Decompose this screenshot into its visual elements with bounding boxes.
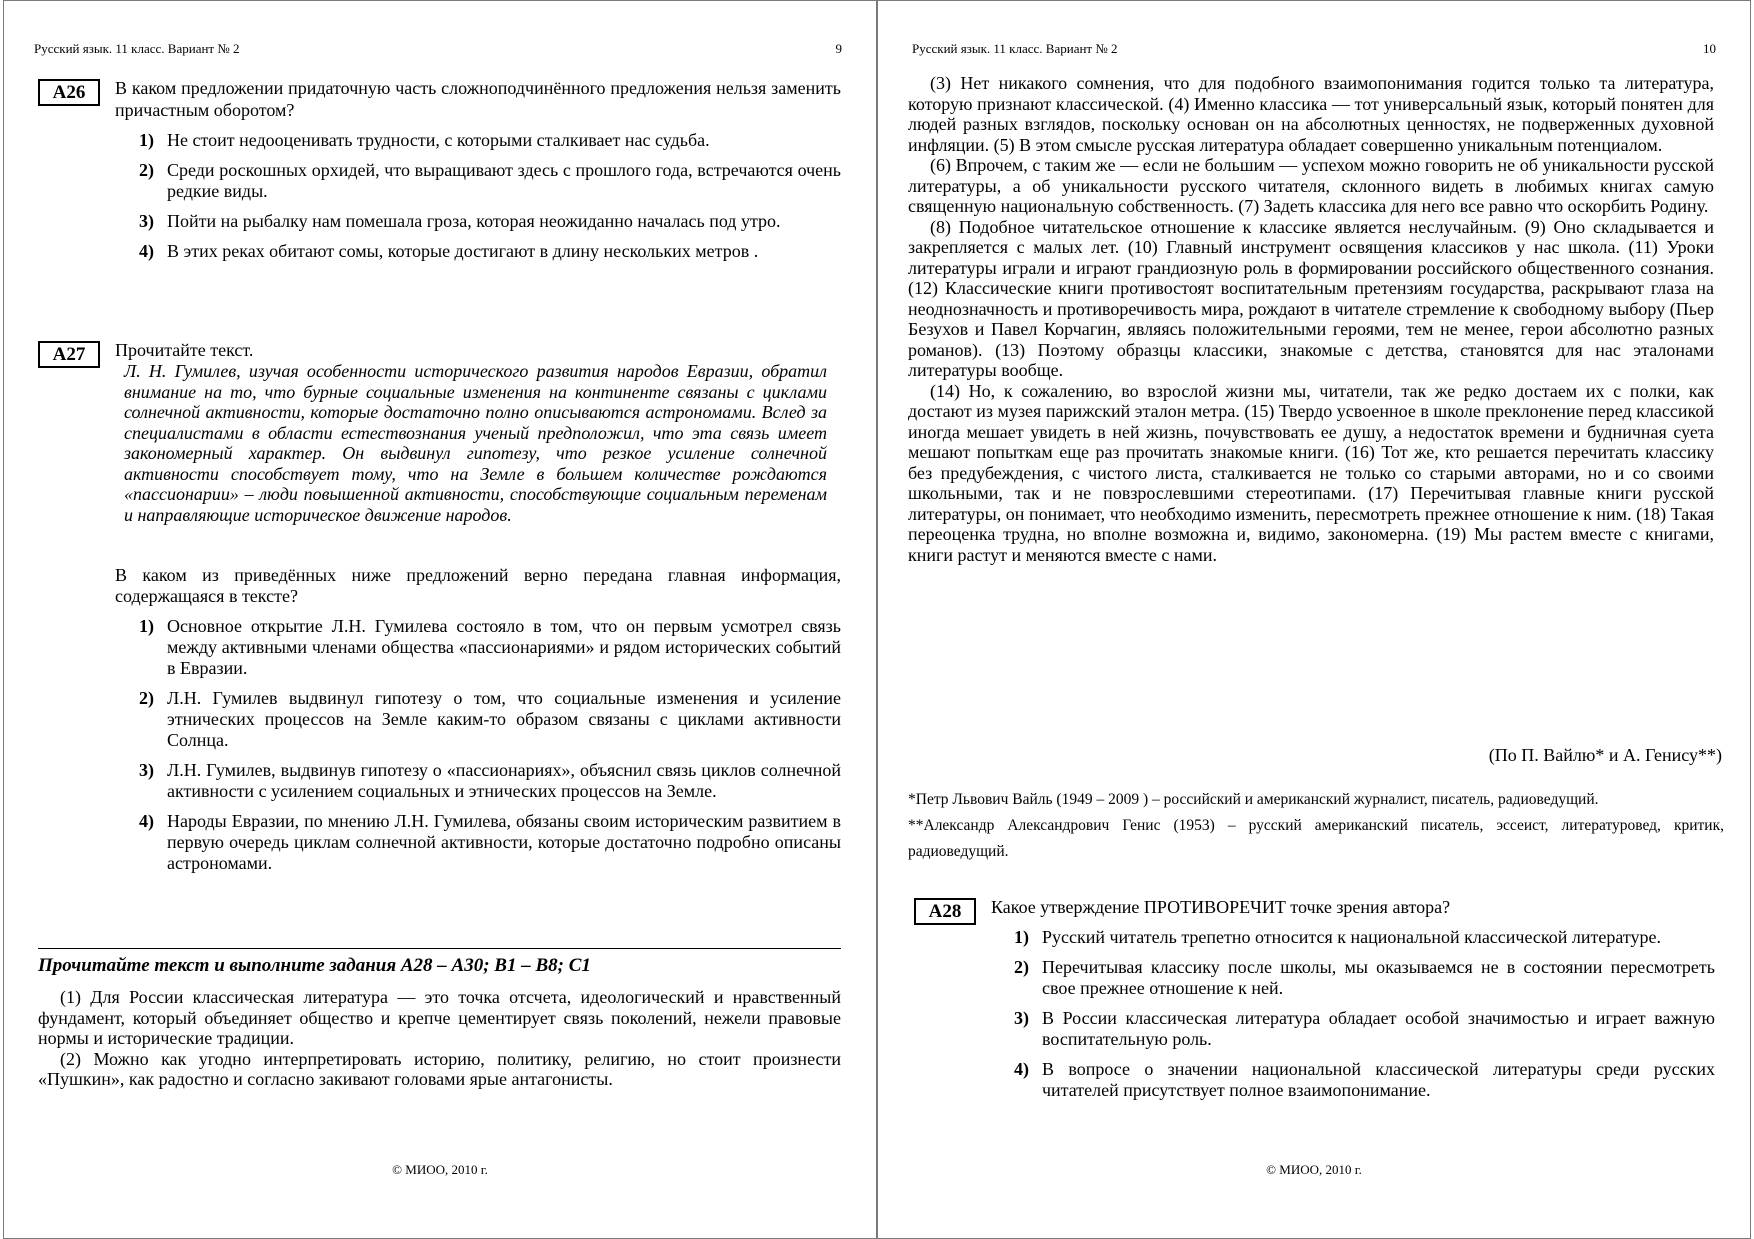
paragraph: (1) Для России классическая литература — это точка отсчета, идеологический и нравственный фундамент, который объединяет общество и крепче цементирует связь поколений, нежели правовые нормы и исторические традиции. xyxy=(38,987,841,1048)
option-number: 2) xyxy=(139,160,154,180)
option-number: 3) xyxy=(139,211,154,231)
option-number: 4) xyxy=(139,241,154,261)
answer-option xyxy=(115,616,841,679)
answer-option xyxy=(990,1008,1715,1050)
answer-options xyxy=(115,130,841,262)
option-text: Не стоит недооценивать трудности, с которыми сталкивает нас судьба. xyxy=(167,130,710,150)
option-number: 4) xyxy=(139,811,154,831)
text-paragraphs xyxy=(908,73,1714,565)
task-question: В каком из приведённых ниже предложений верно передана главная информация, содержащаяся в тексте? xyxy=(115,565,841,606)
option-text: Основное открытие Л.Н. Гумилева состояло в том, что он первым усмотрел связь между активными членами общества «пассионариями» и рядом исторических событий в Евразии. xyxy=(167,616,841,678)
footnote: **Александр Александрович Генис (1953) – русский американский писатель, эссеист, литературовед, критик, радиоведущий. xyxy=(908,817,1724,860)
answer-option xyxy=(115,130,841,151)
task-label: А26 xyxy=(38,79,100,106)
answer-option xyxy=(115,160,841,202)
paragraph: (14) Но, к сожалению, во взрослой жизни мы, читатели, так же редко достаем их с полки, как достают из музея парижский эталон метра. (15) Твердо усвоенное в школе преклонение перед классикой иногда мешает увидеть в ней жизнь, почувствовать ее душу, а недостаток времени и будничная суета мешают попыткам еще раз прочитать знакомые книги. (16) Тот же, кто решается перечитать классику без предубеждения, с чистого листа, сталкивается не только со старыми авторами, но и со своими школьными, так и не повзрослевшими стереотипами. (17) Перечитывая главные книги русской литературы, он понимает, что необходимо изменить, пересмотреть прежнее отношение к ним. (18) Такая переоценка трудна, но вполне возможна и, видимо, закономерна. (19) Мы растем вместе с книгами, книги растут и меняются вместе с нами. xyxy=(908,380,1714,565)
option-text: Л.Н. Гумилев, выдвинув гипотезу о «пассионариях», объяснил связь циклов солнечной активности с усилением социальных и этнических процессов на Земле. xyxy=(167,760,841,801)
left-page xyxy=(3,0,877,1239)
option-number: 3) xyxy=(1014,1008,1029,1028)
task-instruction: Прочитайте текст. xyxy=(115,340,254,360)
task-question: Какое утверждение ПРОТИВОРЕЧИТ точке зрения автора? xyxy=(991,897,1451,917)
footnotes xyxy=(908,787,1724,865)
page-footer: © МИОО, 2010 г. xyxy=(392,1162,488,1177)
option-text: В этих реках обитают сомы, которые достигают в длину нескольких метров . xyxy=(167,241,759,261)
right-page xyxy=(877,0,1751,1239)
option-text: В вопросе о значении национальной классической литературы среди русских читателей присутствует полное взаимопонимание. xyxy=(1042,1059,1715,1100)
reading-passage: Л. Н. Гумилев, изучая особенности исторического развития народов Евразии, обратил внимание на то, что бурные социальные изменения на континенте связаны с циклами солнечной активности, которые достаточно полно описываются астрономами. Вслед за специалистами в области естествознания ученый предположил, что эта связь имеет закономерный характер. Он выдвинул гипотезу, что резкое усиление солнечной активности способствует тому, что на Земле в большем количестве рождаются «пассионарии» – люди повышенной активности, способствующие социальным переменам и направляющие историческое движение народов. xyxy=(124,361,827,525)
text-paragraphs xyxy=(38,987,841,1090)
page-number: 9 xyxy=(835,41,842,56)
answer-option xyxy=(115,760,841,802)
option-number: 1) xyxy=(139,616,154,636)
option-number: 4) xyxy=(1014,1059,1029,1079)
task-label: А27 xyxy=(38,341,100,368)
paragraph: (6) Впрочем, с таким же — если не большим — успехом можно говорить не об уникальности русской литературы, а об уникальности русского читателя, склонного видеть в любимых книгах самую священную национальную собственность. (7) Задеть классика для него все равно что оскорбить Родину. xyxy=(908,155,1714,216)
page-header-title: Русский язык. 11 класс. Вариант № 2 xyxy=(34,41,240,56)
section-title: Прочитайте текст и выполните задания А28 – А30; В1 – В8; С1 xyxy=(38,948,841,977)
task-question: В каком предложении придаточную часть сложноподчинённого предложения нельзя заменить причастным оборотом? xyxy=(115,78,841,120)
task-a26 xyxy=(38,77,841,262)
task-label: А28 xyxy=(914,898,976,925)
option-text: Русский читатель трепетно относится к национальной классической литературе. xyxy=(1042,927,1661,947)
footnote: *Петр Львович Вайль (1949 – 2009 ) – российский и американский журналист, писатель, радиоведущий. xyxy=(908,791,1599,808)
option-number: 2) xyxy=(1014,957,1029,977)
option-text: Перечитывая классику после школы, мы оказываемся не в состоянии пересмотреть свое прежнее отношение к ней. xyxy=(1042,957,1715,998)
option-number: 1) xyxy=(139,130,154,150)
answer-options xyxy=(990,927,1715,1101)
answer-option xyxy=(115,688,841,751)
option-text: Пойти на рыбалку нам помешала гроза, которая неожиданно началась под утро. xyxy=(167,211,781,231)
task-a27 xyxy=(38,339,841,874)
option-text: В России классическая литература обладает особой значимостью и играет важную воспитательную роль. xyxy=(1042,1008,1715,1049)
answer-option xyxy=(115,211,841,232)
option-number: 3) xyxy=(139,760,154,780)
option-number: 1) xyxy=(1014,927,1029,947)
page-header-title: Русский язык. 11 класс. Вариант № 2 xyxy=(912,41,1118,56)
option-number: 2) xyxy=(139,688,154,708)
answer-option xyxy=(115,241,841,262)
paragraph: (2) Можно как угодно интерпретировать историю, политику, религию, но стоит произнести «Пушкин», как радостно и согласно закивают головами ярые антагонисты. xyxy=(38,1048,841,1089)
answer-option xyxy=(115,811,841,874)
answer-option xyxy=(990,927,1715,948)
task-a28 xyxy=(914,896,1715,1101)
page-number: 10 xyxy=(1703,41,1716,56)
option-text: Народы Евразии, по мнению Л.Н. Гумилева, обязаны своим историческим развитием в первую очередь циклам солнечной активности, которые достаточно подробно описаны астрономами. xyxy=(167,811,841,873)
answer-options xyxy=(115,616,841,874)
paragraph: (8) Подобное читательское отношение к классике является неслучайным. (9) Оно складывается и закрепляется с малых лет. (10) Главный инструмент освящения классиков у нас школа. (11) Уроки литературы играли и играют грандиозную роль в формировании российского общественного сознания. (12) Классические книги противостоят воспитательным претензиям государства, раскрывают глаза на неоднозначность и противоречивость мира, рождают в читателе стремление к свободному выбору (Пьер Безухов и Павел Корчагин, являясь положительными героями, тем не менее, герои абсолютно разных романов). (13) Поэтому образцы классики, знакомые с детства, становятся для нас эталонами литературы вообще. xyxy=(908,216,1714,380)
page-footer: © МИОО, 2010 г. xyxy=(1266,1162,1362,1177)
option-text: Среди роскошных орхидей, что выращивают здесь с прошлого года, встречаются очень редкие виды. xyxy=(167,160,841,201)
answer-option xyxy=(990,1059,1715,1101)
option-text: Л.Н. Гумилев выдвинул гипотезу о том, что социальные изменения и усиление этнических процессов на Земле каким-то образом связаны с циклами активности Солнца. xyxy=(167,688,841,750)
attribution: (По П. Вайлю* и А. Генису**) xyxy=(1488,745,1722,765)
answer-option xyxy=(990,957,1715,999)
paragraph: (3) Нет никакого сомнения, что для подобного взаимопонимания годится только та литература, которую признают классической. (4) Именно классика — тот универсальный язык, который понятен для людей разных взглядов, поскольку основан он на абсолютных ценностях, не подверженных духовной инфляции. (5) В этом смысле русская литература обладает совершенно уникальным потенциалом. xyxy=(908,73,1714,155)
